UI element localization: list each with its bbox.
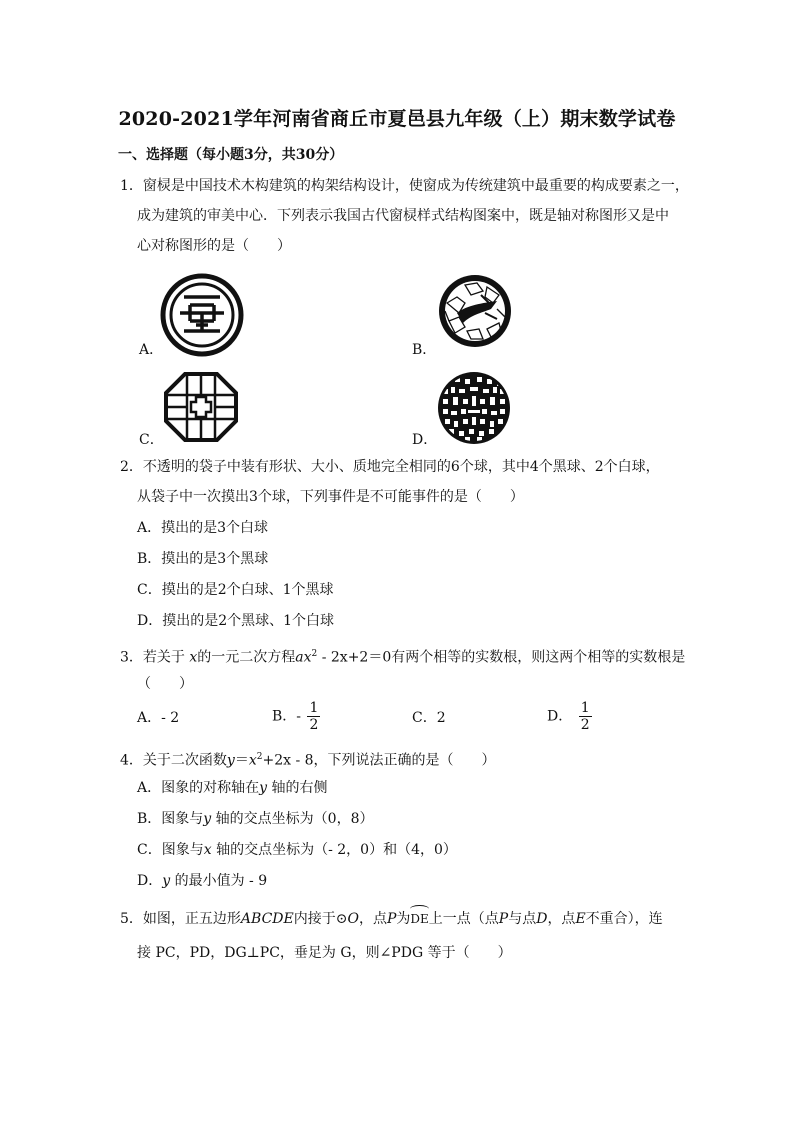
q3-d-num: 1	[580, 700, 590, 716]
q4-option-b[interactable]	[137, 809, 373, 829]
q5-p2: 内接于⊙	[293, 911, 348, 927]
q1-line1: 1．窗棂是中国技术木构建筑的构架结构设计，使窗成为传统建筑中最重要的构成要素之一，	[120, 178, 689, 194]
q4-c-var: x	[203, 842, 212, 858]
q4-y: y	[226, 752, 235, 769]
q5-line2: 接 PC，PD，DG⊥PC，垂足为 G，则∠PDG 等于（ ）	[137, 945, 512, 961]
q3-sup: 2	[311, 649, 318, 659]
q5-p3: ，点	[358, 911, 387, 927]
q1-option-b[interactable]: B．	[412, 342, 437, 358]
q5-d: D	[536, 911, 548, 927]
window-lattice-d-icon	[437, 371, 511, 445]
q2-line1: 2．不透明的袋子中装有形状、大小、质地完全相同的6个球，其中4个黑球、2个白球，	[120, 459, 660, 475]
q3-b-num: 1	[309, 700, 319, 716]
q4-a2: 轴的右侧	[267, 780, 328, 796]
q3-prefix: 3．若关于	[120, 649, 185, 666]
q3-line2: （ ）	[137, 676, 193, 692]
q2-option-d[interactable]: D．摸出的是2个黑球、1个白球	[137, 613, 335, 629]
q1-line3: 心对称图形的是（ ）	[137, 238, 291, 254]
q2-option-a[interactable]: A．摸出的是3个白球	[137, 520, 269, 536]
q2-line2: 从袋子中一次摸出3个球，下列事件是不可能事件的是（ ）	[137, 489, 524, 505]
q3-b-den: 2	[309, 717, 319, 733]
q4-line1	[120, 747, 496, 771]
q1-option-c[interactable]: C．	[139, 432, 164, 448]
q1-option-d[interactable]: D．	[412, 432, 438, 448]
q4-option-d[interactable]	[137, 871, 267, 891]
q5-line1	[120, 909, 663, 929]
q1-line2: 成为建筑的审美中心．下列表示我国古代窗棂样式结构图案中，既是轴对称图形又是中	[137, 208, 669, 224]
window-lattice-c-icon	[163, 371, 239, 443]
q4-c2: 轴的交点坐标为（- 2，0）和（4，0）	[211, 842, 457, 858]
q3-ax: ax	[295, 649, 312, 666]
q3-option-d[interactable]	[547, 700, 594, 733]
q5-p9: 不重合），连	[585, 911, 663, 927]
q5-p5: 上一点（点	[428, 911, 499, 927]
q4-eq: ＝	[234, 752, 249, 769]
window-lattice-b-icon	[437, 273, 513, 349]
q5-p7: 与点	[508, 911, 537, 927]
q5-p4: 为	[396, 911, 411, 927]
q4-a1: A．图象的对称轴在	[137, 780, 260, 796]
q5-abcde: ABCDE	[240, 911, 294, 927]
q4-b1: B．图象与	[137, 811, 204, 827]
q3-mid: 的一元二次方程	[197, 649, 296, 666]
q4-c1: C．图象与	[137, 842, 204, 858]
q3-option-d-label: D．	[547, 708, 573, 725]
q4-rest: +2x - 8，下列说法正确的是（ ）	[262, 752, 496, 769]
q1-option-a[interactable]: A．	[139, 342, 164, 358]
page-title: 2020-2021学年河南省商丘市夏邑县九年级（上）期末数学试卷	[118, 108, 676, 130]
q3-option-b[interactable]	[272, 700, 322, 733]
q4-d2: 的最小值为 - 9	[170, 873, 268, 889]
q4-sup: 2	[256, 752, 263, 762]
q4-x: x	[248, 752, 257, 769]
q4-b2: 轴的交点坐标为（0，8）	[211, 811, 374, 827]
q3-option-b-fraction	[307, 700, 320, 733]
q4-d1: D．	[137, 873, 163, 889]
q3-option-a[interactable]: A．- 2	[137, 710, 180, 726]
q5-p: P	[386, 911, 397, 927]
q4-d-var: y	[162, 873, 171, 889]
q5-e: E	[575, 911, 586, 927]
q2-option-c[interactable]: C．摸出的是2个白球、1个黑球	[137, 582, 334, 598]
q5-arc-de: DE	[410, 909, 428, 929]
q3-rest: - 2x+2＝0有两个相等的实数根，则这两个相等的实数根是	[317, 649, 686, 666]
q3-option-d-fraction	[579, 700, 592, 733]
q4-a-var: y	[259, 780, 268, 796]
q4-b-var: y	[203, 811, 212, 827]
section-heading: 一、选择题（每小题3分，共30分）	[118, 147, 344, 163]
q4-option-c[interactable]	[137, 840, 457, 860]
q3-var-x: x	[189, 649, 198, 666]
q3-option-c[interactable]: C．2	[412, 710, 446, 726]
q3-d-den: 2	[580, 717, 590, 733]
q2-option-b[interactable]: B．摸出的是3个黑球	[137, 551, 269, 567]
q5-o: O	[347, 911, 359, 927]
q4-option-a[interactable]	[137, 778, 328, 798]
q5-p1: 5．如图，正五边形	[120, 911, 241, 927]
window-lattice-a-icon	[160, 273, 244, 357]
q5-p8: ，点	[547, 911, 576, 927]
q3-option-b-label: B．-	[272, 708, 302, 725]
q5-p-2: P	[498, 911, 509, 927]
q4-prefix: 4．关于二次函数	[120, 752, 227, 769]
q3-line1	[120, 644, 685, 668]
